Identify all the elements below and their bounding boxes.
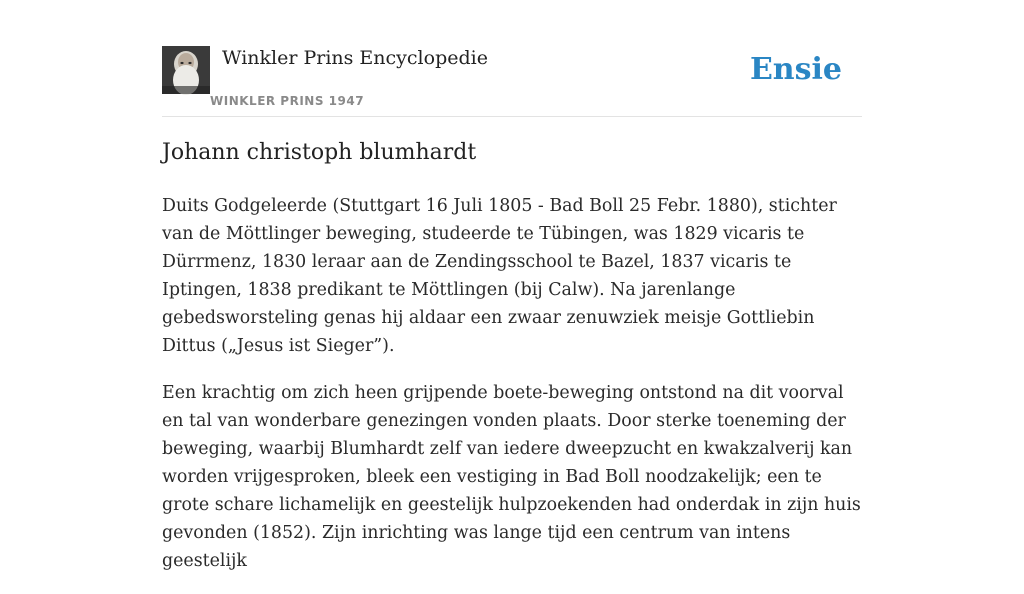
source-avatar[interactable] xyxy=(162,46,210,94)
article-body xyxy=(162,192,862,594)
article-paragraph-1: Duits Godgeleerde (Stuttgart 16 Juli 1805 - Bad Boll 25 Febr. 1880), stichter van de Möttlinger beweging, studeerde te Tübingen, was 1829 vicaris te Dürrmenz, 1830 leraar aan de Zendingsschool te Bazel, 1837 vicaris te Iptingen, 1838 predikant te Möttlingen (bij Calw). Na jarenlange gebedsworsteling genas hij aldaar een zwaar zenuwziek meisje Gottliebin Dittus („Jesus ist Sieger”). xyxy=(162,196,837,356)
source-subtitle[interactable]: WINKLER PRINS 1947 xyxy=(210,94,365,108)
ensie-logo-link[interactable]: Ensie xyxy=(749,52,842,87)
bearded-man-portrait-icon xyxy=(162,46,210,94)
source-name[interactable]: Winkler Prins Encyclopedie xyxy=(222,47,488,69)
source-header xyxy=(162,46,862,117)
article-title: Johann christoph blumhardt xyxy=(162,140,477,165)
article-paragraph-2: Een krachtig om zich heen grijpende boete-beweging ontstond na dit voorval en tal van wonderbare genezingen vonden plaats. Door sterke toeneming der beweging, waarbij Blumhardt zelf van iedere dweepzucht en kwakzalverij kan worden vrijgesproken, bleek een vestiging in Bad Boll noodzakelijk; een te grote schare lichamelijk en geestelijk hulpzoekenden had onderdak in zijn huis gevonden (1852). Zijn inrichting was lange tijd een centrum van intens geestelijk xyxy=(162,383,861,571)
